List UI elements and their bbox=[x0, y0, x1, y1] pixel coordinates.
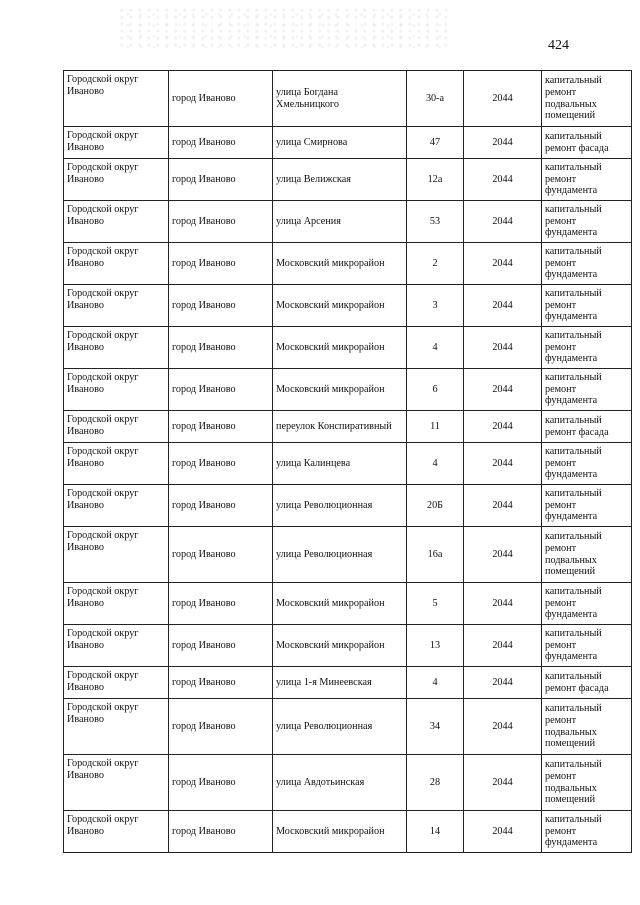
cell-city: город Иваново bbox=[169, 201, 273, 243]
cell-house-number: 11 bbox=[407, 411, 464, 443]
cell-municipality: Городской округ Иваново bbox=[64, 369, 169, 411]
cell-house-number: 4 bbox=[407, 667, 464, 699]
cell-house-number: 4 bbox=[407, 443, 464, 485]
cell-house-number: 2 bbox=[407, 243, 464, 285]
cell-year: 2044 bbox=[464, 583, 542, 625]
table-row bbox=[64, 699, 632, 755]
cell-street: улица Революционная bbox=[273, 527, 407, 583]
cell-city: город Иваново bbox=[169, 369, 273, 411]
cell-year: 2044 bbox=[464, 369, 542, 411]
cell-work-type: капитальный ремонт фундамента bbox=[542, 583, 632, 625]
cell-municipality: Городской округ Иваново bbox=[64, 755, 169, 811]
cell-city: город Иваново bbox=[169, 755, 273, 811]
cell-municipality: Городской округ Иваново bbox=[64, 327, 169, 369]
scan-noise bbox=[120, 8, 450, 48]
table-row bbox=[64, 127, 632, 159]
cell-city: город Иваново bbox=[169, 667, 273, 699]
cell-year: 2044 bbox=[464, 327, 542, 369]
cell-work-type: капитальный ремонт подвальных помещений bbox=[542, 527, 632, 583]
cell-municipality: Городской округ Иваново bbox=[64, 667, 169, 699]
cell-street: улица Революционная bbox=[273, 699, 407, 755]
cell-work-type: капитальный ремонт фасада bbox=[542, 127, 632, 159]
cell-city: город Иваново bbox=[169, 411, 273, 443]
cell-year: 2044 bbox=[464, 411, 542, 443]
cell-street: Московский микрорайон bbox=[273, 583, 407, 625]
cell-year: 2044 bbox=[464, 625, 542, 667]
table-row bbox=[64, 527, 632, 583]
table-row bbox=[64, 625, 632, 667]
cell-street: улица 1-я Минеевская bbox=[273, 667, 407, 699]
cell-house-number: 30-а bbox=[407, 71, 464, 127]
cell-street: улица Арсения bbox=[273, 201, 407, 243]
cell-house-number: 14 bbox=[407, 811, 464, 853]
cell-municipality: Городской округ Иваново bbox=[64, 411, 169, 443]
cell-year: 2044 bbox=[464, 159, 542, 201]
cell-city: город Иваново bbox=[169, 485, 273, 527]
cell-city: город Иваново bbox=[169, 583, 273, 625]
cell-year: 2044 bbox=[464, 755, 542, 811]
cell-house-number: 4 bbox=[407, 327, 464, 369]
cell-street: Московский микрорайон bbox=[273, 327, 407, 369]
table-row bbox=[64, 443, 632, 485]
table-row bbox=[64, 583, 632, 625]
cell-municipality: Городской округ Иваново bbox=[64, 201, 169, 243]
cell-work-type: капитальный ремонт фундамента bbox=[542, 327, 632, 369]
cell-house-number: 34 bbox=[407, 699, 464, 755]
cell-house-number: 6 bbox=[407, 369, 464, 411]
cell-year: 2044 bbox=[464, 443, 542, 485]
cell-street: Московский микрорайон bbox=[273, 625, 407, 667]
cell-city: город Иваново bbox=[169, 127, 273, 159]
cell-city: город Иваново bbox=[169, 285, 273, 327]
cell-work-type: капитальный ремонт фундамента bbox=[542, 625, 632, 667]
cell-house-number: 12а bbox=[407, 159, 464, 201]
cell-city: город Иваново bbox=[169, 699, 273, 755]
cell-house-number: 5 bbox=[407, 583, 464, 625]
cell-street: улица Калинцева bbox=[273, 443, 407, 485]
cell-city: город Иваново bbox=[169, 159, 273, 201]
cell-house-number: 3 bbox=[407, 285, 464, 327]
cell-street: улица Авдотьинская bbox=[273, 755, 407, 811]
table-row bbox=[64, 369, 632, 411]
cell-street: улица Велижская bbox=[273, 159, 407, 201]
table-row bbox=[64, 71, 632, 127]
table-row bbox=[64, 755, 632, 811]
cell-municipality: Городской округ Иваново bbox=[64, 243, 169, 285]
cell-work-type: капитальный ремонт фасада bbox=[542, 411, 632, 443]
cell-year: 2044 bbox=[464, 243, 542, 285]
cell-house-number: 16а bbox=[407, 527, 464, 583]
cell-year: 2044 bbox=[464, 667, 542, 699]
cell-house-number: 20Б bbox=[407, 485, 464, 527]
cell-municipality: Городской округ Иваново bbox=[64, 285, 169, 327]
cell-year: 2044 bbox=[464, 699, 542, 755]
cell-municipality: Городской округ Иваново bbox=[64, 625, 169, 667]
cell-city: город Иваново bbox=[169, 811, 273, 853]
cell-street: улица Революционная bbox=[273, 485, 407, 527]
cell-municipality: Городской округ Иваново bbox=[64, 159, 169, 201]
cell-municipality: Городской округ Иваново bbox=[64, 485, 169, 527]
cell-year: 2044 bbox=[464, 527, 542, 583]
cell-work-type: капитальный ремонт фасада bbox=[542, 667, 632, 699]
cell-municipality: Городской округ Иваново bbox=[64, 699, 169, 755]
cell-year: 2044 bbox=[464, 201, 542, 243]
table-row bbox=[64, 201, 632, 243]
cell-work-type: капитальный ремонт фундамента bbox=[542, 201, 632, 243]
cell-work-type: капитальный ремонт фундамента bbox=[542, 285, 632, 327]
table-row bbox=[64, 327, 632, 369]
cell-municipality: Городской округ Иваново bbox=[64, 527, 169, 583]
cell-city: город Иваново bbox=[169, 625, 273, 667]
cell-house-number: 47 bbox=[407, 127, 464, 159]
address-table bbox=[63, 70, 632, 853]
table-row bbox=[64, 485, 632, 527]
cell-year: 2044 bbox=[464, 71, 542, 127]
cell-street: Московский микрорайон bbox=[273, 369, 407, 411]
page-number: 424 bbox=[548, 38, 569, 53]
cell-street: улица Богдана Хмельницкого bbox=[273, 71, 407, 127]
table-row bbox=[64, 667, 632, 699]
table-row bbox=[64, 411, 632, 443]
table-row bbox=[64, 159, 632, 201]
cell-house-number: 28 bbox=[407, 755, 464, 811]
cell-city: город Иваново bbox=[169, 243, 273, 285]
cell-municipality: Городской округ Иваново bbox=[64, 811, 169, 853]
cell-street: Московский микрорайон bbox=[273, 285, 407, 327]
cell-year: 2044 bbox=[464, 127, 542, 159]
cell-municipality: Городской округ Иваново bbox=[64, 443, 169, 485]
cell-street: улица Смирнова bbox=[273, 127, 407, 159]
cell-work-type: капитальный ремонт подвальных помещений bbox=[542, 755, 632, 811]
cell-city: город Иваново bbox=[169, 327, 273, 369]
cell-street: Московский микрорайон bbox=[273, 243, 407, 285]
cell-work-type: капитальный ремонт подвальных помещений bbox=[542, 71, 632, 127]
cell-house-number: 13 bbox=[407, 625, 464, 667]
cell-work-type: капитальный ремонт фундамента bbox=[542, 243, 632, 285]
cell-street: Московский микрорайон bbox=[273, 811, 407, 853]
cell-city: город Иваново bbox=[169, 443, 273, 485]
cell-house-number: 53 bbox=[407, 201, 464, 243]
cell-work-type: капитальный ремонт фундамента bbox=[542, 369, 632, 411]
cell-year: 2044 bbox=[464, 485, 542, 527]
cell-street: переулок Конспиративный bbox=[273, 411, 407, 443]
table-row bbox=[64, 285, 632, 327]
cell-year: 2044 bbox=[464, 811, 542, 853]
cell-city: город Иваново bbox=[169, 527, 273, 583]
cell-municipality: Городской округ Иваново bbox=[64, 583, 169, 625]
cell-municipality: Городской округ Иваново bbox=[64, 71, 169, 127]
cell-work-type: капитальный ремонт фундамента bbox=[542, 485, 632, 527]
cell-work-type: капитальный ремонт подвальных помещений bbox=[542, 699, 632, 755]
cell-work-type: капитальный ремонт фундамента bbox=[542, 159, 632, 201]
cell-work-type: капитальный ремонт фундамента bbox=[542, 811, 632, 853]
cell-city: город Иваново bbox=[169, 71, 273, 127]
cell-municipality: Городской округ Иваново bbox=[64, 127, 169, 159]
table-row bbox=[64, 811, 632, 853]
cell-work-type: капитальный ремонт фундамента bbox=[542, 443, 632, 485]
table-row bbox=[64, 243, 632, 285]
cell-year: 2044 bbox=[464, 285, 542, 327]
